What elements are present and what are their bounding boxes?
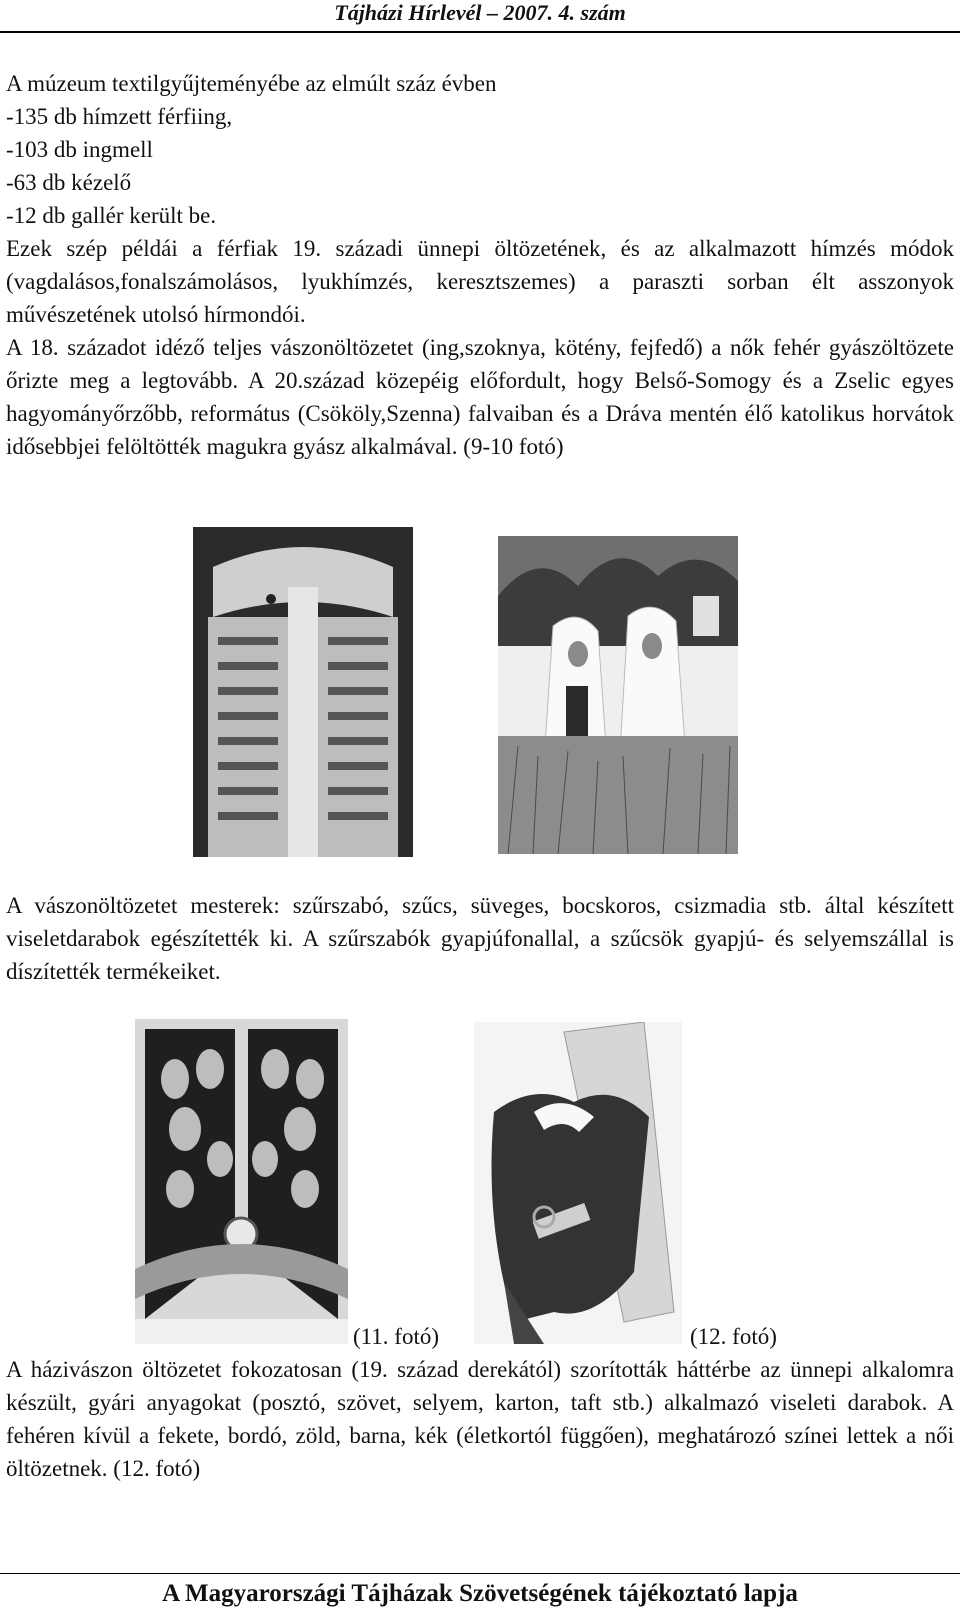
photo-11-caption: (11. fotó)	[353, 1324, 440, 1349]
list-item: -103 db ingmell	[6, 137, 153, 162]
embroidered-shirt-photo	[193, 527, 413, 857]
intro-block	[6, 67, 954, 232]
paragraph-craftsmen: A vászonöltözetet mesterek: szűrszabó, szűcs, süveges, bocskoros, csizmadia stb. által készített viseletdarabok egészítették ki. A szűrszabók gyapjúfonallal, a szűcsök gyapjú- és selyemszállal is díszítették termékeiket.	[6, 893, 954, 984]
newsletter-footer: A Magyarországi Tájházak Szövetségének tájékoztató lapja	[162, 1580, 798, 1607]
ribbon-vest-photo	[474, 1022, 682, 1344]
photo-12-caption: (12. fotó)	[690, 1324, 777, 1349]
header-rule	[0, 31, 960, 33]
list-item: -135 db hímzett férfiing,	[6, 104, 233, 129]
intro-line: A múzeum textilgyűjteményébe az elmúlt száz évben	[6, 71, 497, 96]
list-item: -63 db kézelő	[6, 170, 132, 195]
newsletter-header: Tájházi Hírlevél – 2007. 4. szám	[334, 0, 626, 25]
paragraph-mourning-dress: A 18. századot idéző teljes vászonöltözetet (ing,szoknya, kötény, fejfedő) a nők fehér gyászöltözete őrizte meg a legtovább. A 20.század közepéig előfordult, hogy Belső-Somogy és a Zselic egyes hagyományőrzőbb, református (Csököly,Szenna) falvaiban és a Dráva mentén élő katolikus horvátok idősebbjei felöltötték magukra gyász alkalmával. (9-10 fotó)	[6, 335, 954, 459]
mourning-women-photo	[498, 536, 738, 854]
footer-rule	[0, 1573, 960, 1574]
paragraph-factory-fabrics: A házivászon öltözetet fokozatosan (19. század derekától) szorították háttérbe az ünnepi alkalomra készült, gyári anyagokat (posztó, szövet, selyem, karton, taft stb.) alkalmazó viseleti darabok. A fehéren kívül a fekete, bordó, zöld, barna, kék (életkortól függően), meghatározó színei lettek a női öltözetnek. (12. fotó)	[6, 1357, 954, 1481]
paragraph-embroidery: Ezek szép példái a férfiak 19. századi ünnepi öltözetének, és az alkalmazott hímzés módok (vagdalásos,fonalszámolásos, lyukhímzés, keresztszemes) a paraszti sorban élt asszonyok művészetének utolsó hírmondói.	[6, 236, 954, 327]
list-item: -12 db gallér került be.	[6, 203, 217, 228]
embroidered-vest-photo	[135, 1019, 348, 1344]
